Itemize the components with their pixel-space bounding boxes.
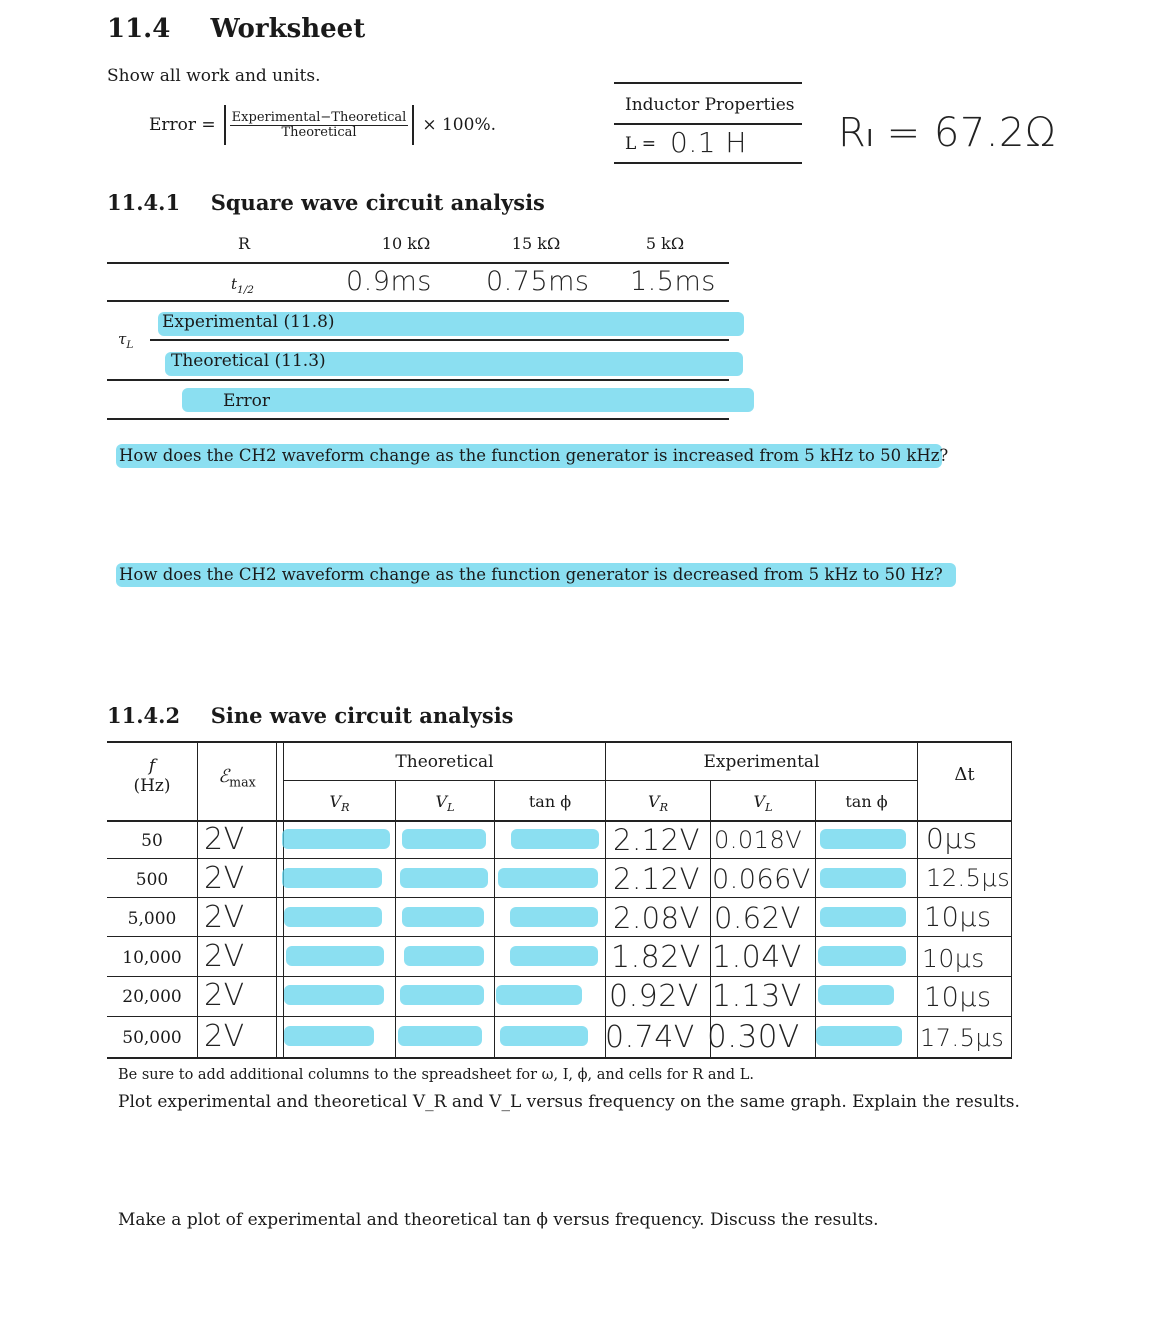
inductance-label: L =	[625, 134, 656, 154]
row-dt: 10μs	[922, 944, 985, 973]
col-exp-tan: tan ϕ	[845, 792, 888, 811]
inductance-value: 0.1 H	[670, 126, 747, 159]
row-exp-vr: 2.08V	[613, 901, 700, 935]
row-emax: 2V	[204, 822, 245, 857]
row-exp-vl: 1.04V	[712, 940, 802, 975]
col-theo-tan: tan ϕ	[528, 792, 572, 811]
error-formula-rhs: × 100%.	[422, 115, 496, 135]
subsection-number: 11.4.1	[107, 190, 181, 215]
subsection-number: 11.4.2	[107, 703, 181, 728]
row-emax: 2V	[204, 861, 245, 896]
plot-instruction-tan: Make a plot of experimental and theoretical tan ϕ versus frequency. Discuss the results.	[118, 1210, 879, 1230]
row-error-label: Error	[223, 391, 271, 411]
question-increase: How does the CH2 waveform change as the function generator is increased from 5 kHz to 50 kHz?	[119, 446, 949, 465]
row-exp-vl: 0.018V	[714, 826, 803, 854]
col-exp-vr: $V_R$	[648, 792, 668, 815]
section-title: Worksheet	[210, 14, 366, 44]
row-frequency: 500	[135, 870, 169, 890]
row-dt: 0μs	[926, 822, 978, 855]
error-formula-lhs: Error =	[149, 115, 216, 135]
t-half-5k: 1.5ms	[630, 266, 716, 297]
row-frequency: 50	[141, 831, 163, 851]
col-emax-header: ℰ$_{max}$	[218, 766, 256, 790]
row-exp-vr: 2.12V	[613, 823, 700, 857]
section-heading-square-wave	[107, 190, 545, 215]
row-exp-vl: 1.13V	[712, 979, 802, 1014]
row-exp-vl: 0.30V	[707, 1019, 800, 1055]
error-formula-denominator: Theoretical	[281, 124, 357, 140]
row-emax: 2V	[204, 939, 245, 974]
row-exp-vr: 1.82V	[611, 940, 701, 975]
group-experimental-header: Experimental	[703, 752, 820, 772]
spreadsheet-note: Be sure to add additional columns to the spreadsheet for ω, I, ϕ, and cells for R and L.	[118, 1067, 754, 1083]
col-exp-vl: $V_L$	[753, 792, 773, 815]
row-frequency: 50,000	[122, 1028, 182, 1048]
row-exp-vr: 0.74V	[605, 1020, 695, 1055]
row-dt: 12.5μs	[926, 864, 1011, 892]
row-frequency: 5,000	[127, 909, 177, 929]
row-exp-vl: 0.62V	[714, 901, 801, 935]
t-half-label: $t_{1/2}$	[231, 275, 254, 296]
resistance-5k: 5 kΩ	[645, 234, 685, 253]
section-number: 11.4	[107, 14, 171, 44]
col-theo-vl: $V_L$	[435, 792, 455, 815]
inductor-resistance-value: Rₗ = 67.2Ω	[838, 110, 1057, 156]
row-frequency: 20,000	[122, 987, 182, 1007]
row-frequency: 10,000	[122, 948, 182, 968]
row-dt: 10μs	[924, 902, 992, 933]
row-dt: 17.5μs	[920, 1024, 1005, 1052]
subsection-title: Square wave circuit analysis	[210, 190, 545, 215]
row-exp-vr: 0.92V	[609, 979, 699, 1014]
page-title	[107, 14, 365, 44]
col-theo-vr: $V_R$	[329, 792, 350, 815]
error-formula-numerator: Experimental−Theoretical	[231, 109, 407, 125]
plot-instruction-voltage: Plot experimental and theoretical V_R and V_L versus frequency on the same graph. Explain the results.	[118, 1092, 1020, 1112]
col-dt-header: Δt	[954, 764, 975, 785]
instruction-text: Show all work and units.	[107, 66, 321, 86]
resistance-10k: 10 kΩ	[381, 234, 431, 253]
resistance-15k: 15 kΩ	[511, 234, 561, 253]
row-dt: 10μs	[924, 982, 992, 1013]
error-formula	[149, 104, 496, 146]
question-decrease: How does the CH2 waveform change as the function generator is decreased from 5 kHz to 50 Hz?	[119, 565, 943, 584]
row-emax: 2V	[204, 978, 245, 1013]
group-theoretical-header: Theoretical	[395, 752, 494, 772]
col-frequency-header: f (Hz)	[133, 756, 171, 796]
row-experimental-label: Experimental (11.8)	[162, 312, 335, 332]
r-label: R	[238, 234, 251, 253]
row-emax: 2V	[204, 1019, 245, 1054]
row-exp-vr: 2.12V	[613, 862, 700, 896]
t-half-10k: 0.9ms	[346, 266, 432, 297]
row-emax: 2V	[204, 900, 245, 935]
row-exp-vl: 0.066V	[712, 864, 811, 895]
t-half-15k: 0.75ms	[486, 266, 590, 297]
section-heading-sine-wave	[107, 703, 514, 728]
row-theoretical-label: Theoretical (11.3)	[171, 351, 326, 371]
tau-label: $\tau_L$	[118, 330, 134, 351]
inductor-title: Inductor Properties	[625, 95, 795, 115]
subsection-title: Sine wave circuit analysis	[210, 703, 514, 728]
